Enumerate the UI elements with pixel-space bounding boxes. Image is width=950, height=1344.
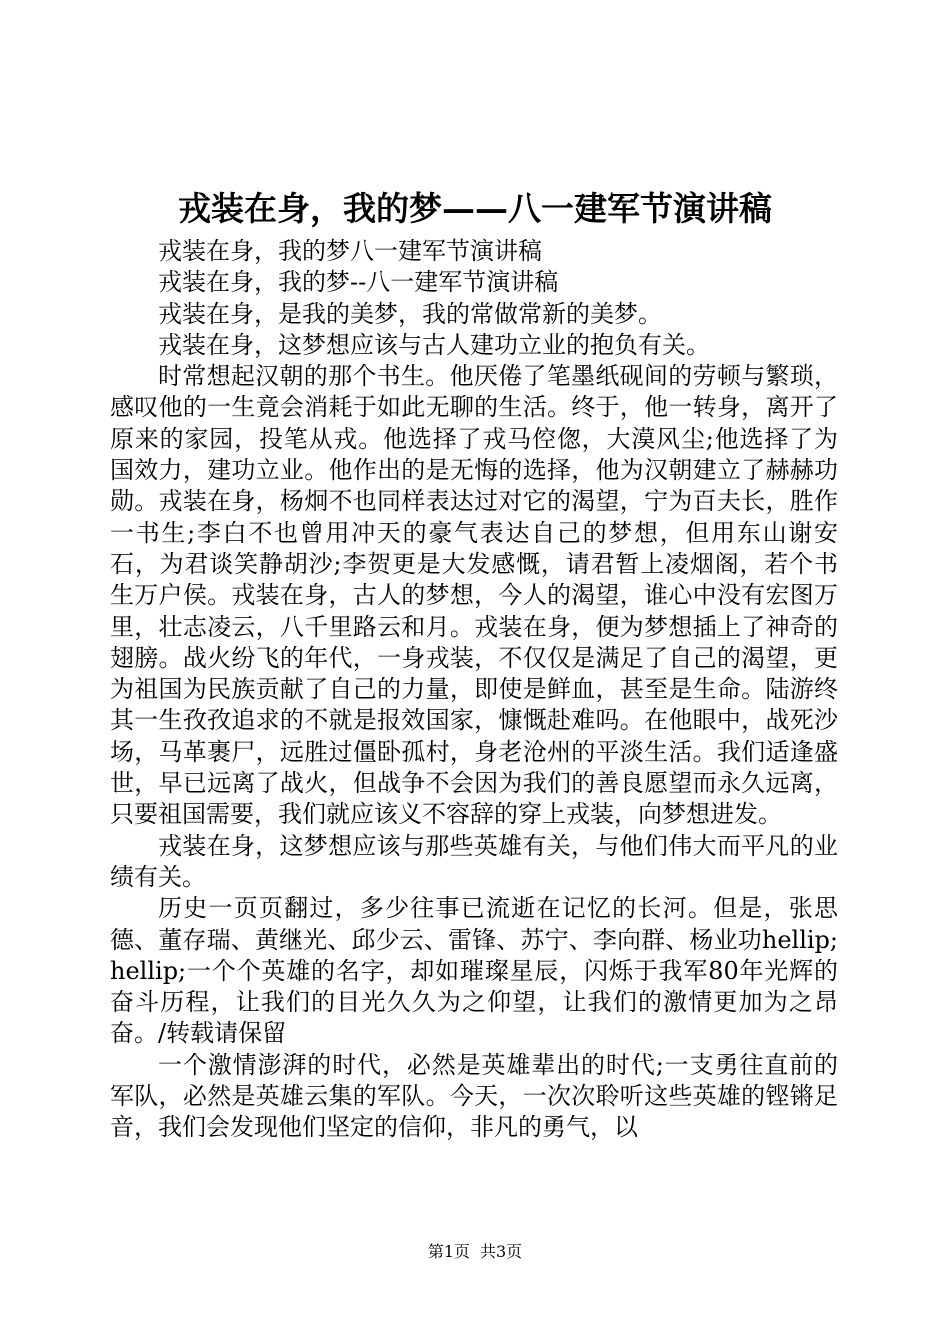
paragraph: 一个激情澎湃的时代，必然是英雄辈出的时代;一支勇往直前的军队，必然是英雄云集的军队。今天，一次次聆听这些英雄的铿锵足音，我们会发现他们坚定的信仰，非凡的勇气，以 — [110, 1050, 838, 1142]
paragraph: 戎装在身，这梦想应该与古人建功立业的抱负有关。 — [158, 330, 710, 359]
page-footer — [0, 1240, 950, 1264]
paragraph: 戎装在身，是我的美梦，我的常做常新的美梦。 — [158, 299, 662, 328]
page-total: 共3页 — [480, 1242, 523, 1261]
document-body — [110, 236, 838, 1144]
paragraph: 时常想起汉朝的那个书生。他厌倦了笔墨纸砚间的劳顿与繁琐，感叹他的一生竟会消耗于如此无聊的生活。终于，他一转身，离开了原来的家园，投笔从戎。他选择了戎马倥偬，大漠风尘;他选择了为国效力，建功立业。他作出的是无悔的选择，他为汉朝建立了赫赫功勋。戎装在身，杨炯不也同样表达过对它的渴望，宁为百夫长，胜作一书生;李白不也曾用冲天的豪气表达自己的梦想，但用东山谢安石，为君谈笑静胡沙;李贺更是大发感慨，请君暂上凌烟阁，若个书生万户侯。戎装在身，古人的梦想，今人的渴望，谁心中没有宏图万里，壮志凌云，八千里路云和月。戎装在身，便为梦想插上了神奇的翅膀。战火纷飞的年代，一身戎装，不仅仅是满足了自己的渴望，更为祖国为民族贡献了自己的力量，即使是鲜血，甚至是生命。陆游终其一生孜孜追求的不就是报效国家，慷慨赴难吗。在他眼中，战死沙场，马革裹尸，远胜过僵卧孤村，身老沧州的平淡生活。我们适逢盛世，早已远离了战火，但战争不会因为我们的善良愿望而永久远离，只要祖国需要，我们就应该义不容辞的穿上戎装，向梦想进发。 — [110, 362, 838, 829]
page-number: 第1页 — [427, 1242, 470, 1261]
paragraph: 戎装在身，我的梦--八一建军节演讲稿 — [158, 268, 559, 297]
document-title: 戎装在身，我的梦——八一建军节演讲稿 — [178, 189, 772, 228]
paragraph: 历史一页页翻过，多少往事已流逝在记忆的长河。但是，张思德、董存瑞、黄继光、邱少云、雷锋、苏宁、李向群、杨业功hellip;hellip;一个个英雄的名字，却如璀璨星辰，闪烁于我军80年光辉的奋斗历程，让我们的目光久久为之仰望，让我们的激情更加为之昂奋。/转载请保留 — [110, 894, 838, 1048]
paragraph: 戎装在身，这梦想应该与那些英雄有关，与他们伟大而平凡的业绩有关。 — [110, 831, 838, 891]
paragraph: 戎装在身，我的梦八一建军节演讲稿 — [158, 237, 542, 265]
